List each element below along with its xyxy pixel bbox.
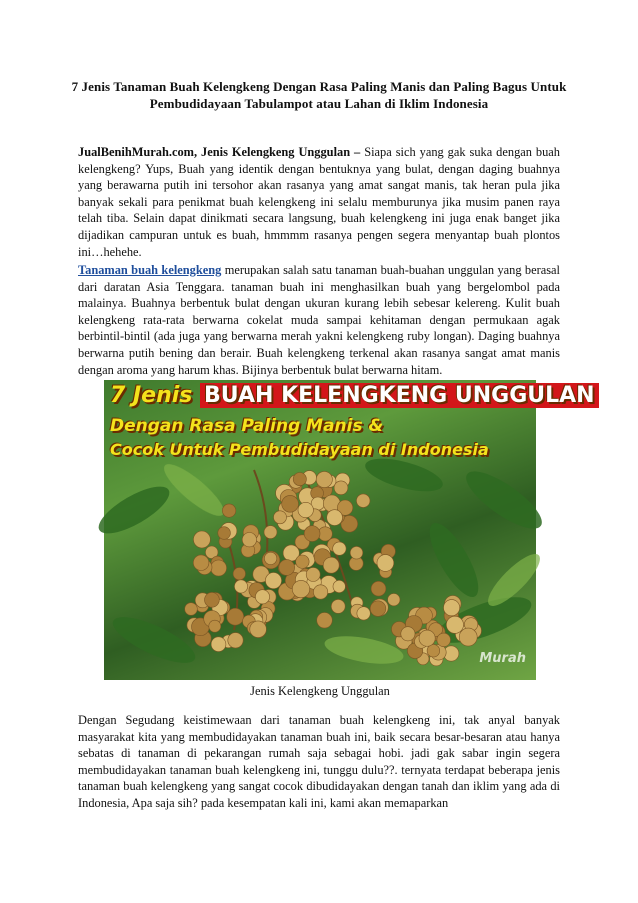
longan-fruit: [255, 590, 269, 604]
longan-fruit: [292, 580, 309, 597]
longan-fruit: [227, 608, 244, 625]
longan-fruit: [313, 585, 327, 599]
longan-fruit: [228, 633, 243, 648]
longan-fruit: [304, 526, 320, 542]
longan-fruit: [193, 555, 209, 571]
article-title: 7 Jenis Tanaman Buah Kelengkeng Dengan Rasa Paling Manis dan Paling Bagus Untuk Pembudidayaan Tabulampot atau Lahan di Iklim Indonesia: [71, 79, 567, 111]
intro-text: Siapa sich yang gak suka dengan buah kelengkeng? Yups, Buah yang identik dengan bentuknya yang bulat, dengan daging buahnya yang berawarna putih ini tersohor akan rasanya yang amat sangat manis, tak heran pula jika banyak sekali para penikmat buah kelengkeng ini selalu memburunya jika musim panen raya telah tiba. Selain dapat dinikmati secara langsung, buah kelengkeng ini juga enak banget jika dijadikan campuran untuk es buah, hmmmm rasanya pengen segera menyantap buah plontos ini…hehehe.: [78, 145, 560, 259]
longan-fruit: [293, 473, 306, 486]
intro-paragraph: [78, 144, 560, 260]
longan-fruit: [437, 633, 451, 647]
longan-fruit: [233, 568, 245, 580]
banner-line-3: Cocok Untuk Pembudidayaan di Indonesia: [110, 440, 489, 459]
longan-fruit: [357, 607, 370, 620]
intro-lead: JualBenihMurah.com, Jenis Kelengkeng Unggulan –: [78, 145, 361, 159]
longan-fruit: [316, 471, 332, 487]
longan-fruit: [350, 546, 363, 559]
longan-fruit: [459, 628, 477, 646]
longan-fruit: [306, 568, 320, 582]
longan-fruit: [193, 531, 210, 548]
longan-fruit: [333, 580, 345, 592]
description-paragraph: [78, 262, 560, 378]
figure-caption: Jenis Kelengkeng Unggulan: [250, 684, 390, 698]
longan-fruit: [274, 511, 287, 524]
longan-fruit: [356, 494, 370, 508]
longan-fruit: [371, 581, 386, 596]
longan-fruit: [211, 560, 227, 576]
longan-fruit: [323, 557, 339, 573]
longan-fruit: [250, 621, 267, 638]
longan-fruit: [209, 620, 221, 632]
image-watermark: Murah: [479, 651, 526, 666]
longan-fruit: [264, 526, 277, 539]
longan-fruit: [331, 599, 345, 613]
longan-fruit: [296, 555, 309, 568]
longan-fruit: [446, 616, 463, 633]
longan-fruit: [419, 630, 435, 646]
longan-fruit-image: [104, 380, 595, 680]
longan-fruit: [282, 495, 299, 512]
banner-line-1: 7 Jenis BUAH KELENGKENG UNGGULAN: [110, 383, 599, 408]
longan-fruit: [242, 533, 256, 547]
description-text: merupakan salah satu tanaman buah-buahan unggulan yang berasal dari daratan Asia Tenggara. tanaman buah ini menghasilkan buah yang bergelombol pada malainya. Buahnya berbentuk bulat dengan ukuran kurang lebih sebesar kelereng. Kulit buah kelengkeng rata-rata berwarna cokelat muda sampai kehitaman dengan permukaan agak berbintil-bintil (ada juga yang berwarna merah yakni kelengkeng ruby longan). Daging buahnya berwarna putih bening dan berair. Buah kelengkeng terkenal akan rasanya sangat amat manis dengan aroma yang harum khas. Bijinya berbentuk bulat berwarna hitam.: [78, 263, 560, 377]
tanaman-kelengkeng-link[interactable]: Tanaman buah kelengkeng: [78, 263, 222, 277]
longan-fruit: [317, 613, 333, 629]
longan-fruit: [279, 560, 295, 576]
longan-fruit: [185, 603, 198, 616]
longan-fruit: [298, 502, 313, 517]
longan-fruit: [234, 580, 247, 593]
longan-fruit: [205, 592, 220, 607]
longan-fruit: [388, 594, 400, 606]
closing-paragraph: Dengan Segudang keistimewaan dari tanaman buah kelengkeng ini, tak anyal banyak masyarakat kita yang membudidayakan tanaman buah ini, baik secara besar-besaran atau hanya sebatas di tanaman di pekarangan rumah saja sebagai hobi. jadi gak sabar ingin segera membudidayakan tanaman buah kelengkeng ini, tunggu dulu??. ternyata terdapat beberapa jenis tanaman buah kelengkeng yang sangat cocok dibudidayakan dengan tanah dan iklim yang ada di Indonesia, Apa saja sih? pada kesempatan kali ini, kami akan memaparkan: [78, 713, 560, 810]
longan-fruit: [377, 555, 394, 572]
longan-fruit: [264, 552, 276, 564]
longan-fruit: [211, 637, 226, 652]
longan-fruit: [444, 600, 460, 616]
longan-fruit: [327, 510, 343, 526]
longan-fruit: [265, 573, 281, 589]
longan-fruit: [222, 504, 235, 517]
banner-line-2: Dengan Rasa Paling Manis &: [110, 416, 384, 436]
longan-fruit: [333, 542, 346, 555]
longan-fruit: [334, 481, 348, 495]
longan-fruit: [401, 627, 415, 641]
longan-fruit: [218, 527, 231, 540]
banner-highlight: BUAH KELENGKENG UNGGULAN: [200, 383, 599, 408]
longan-fruit: [370, 601, 386, 617]
